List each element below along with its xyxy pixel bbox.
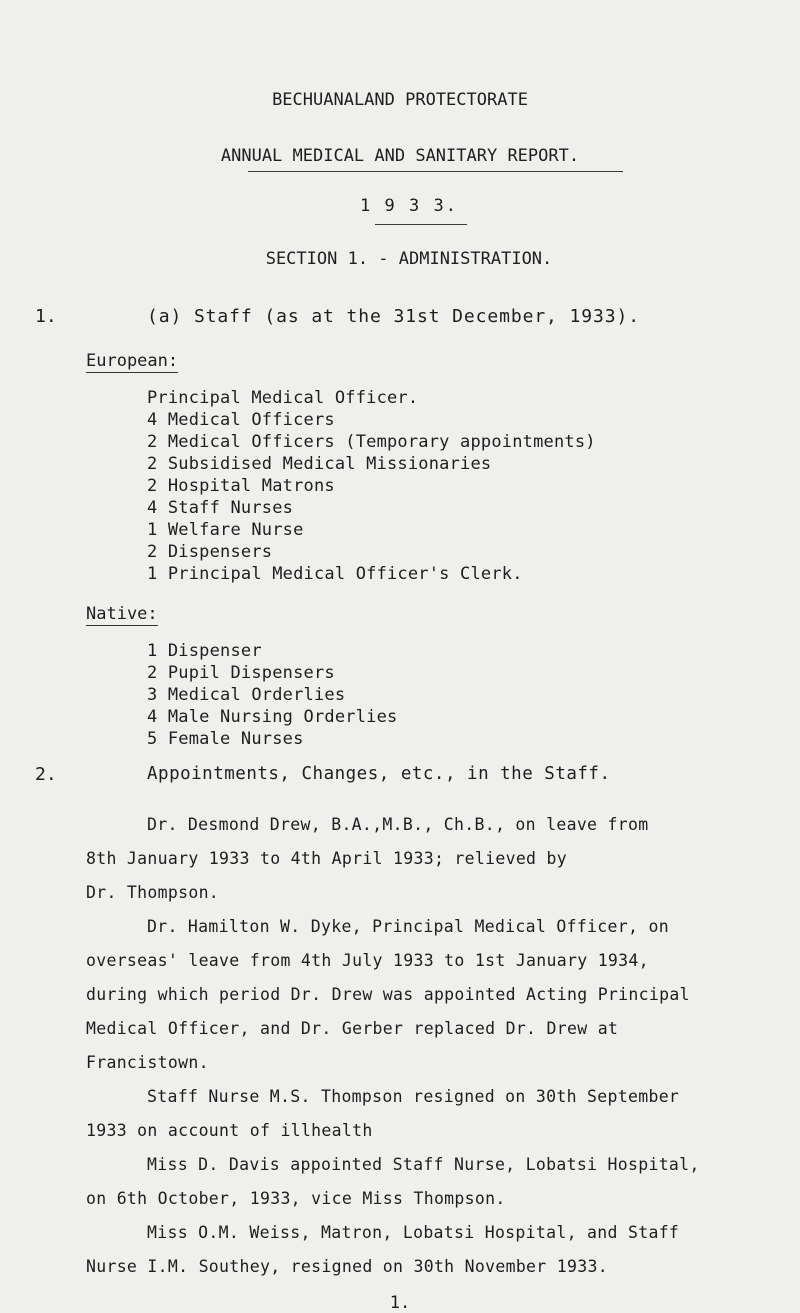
paragraph-line: on 6th October, 1933, vice Miss Thompson.: [86, 1189, 506, 1208]
paragraph-line: Dr. Hamilton W. Dyke, Principal Medical Officer, on: [147, 917, 669, 936]
list-item: 3 Medical Orderlies: [147, 685, 346, 705]
paragraph-line: Miss D. Davis appointed Staff Nurse, Lobatsi Hospital,: [147, 1155, 700, 1174]
title-underline: [248, 171, 623, 172]
list-item: 1 Welfare Nurse: [147, 520, 304, 540]
list-item: 2 Pupil Dispensers: [147, 663, 335, 683]
list-item: 4 Male Nursing Orderlies: [147, 707, 398, 727]
list-item: 5 Female Nurses: [147, 729, 304, 749]
paragraph-line: Nurse I.M. Southey, resigned on 30th November 1933.: [86, 1257, 608, 1276]
section-title: SECTION 1. - ADMINISTRATION.: [265, 249, 553, 269]
item-number-2: 2.: [35, 764, 57, 785]
paragraph-line: Miss O.M. Weiss, Matron, Lobatsi Hospital, and Staff: [147, 1223, 680, 1242]
list-item: 2 Subsidised Medical Missionaries: [147, 454, 492, 474]
paragraph-line: 1933 on account of illhealth: [86, 1121, 373, 1140]
territory-heading: BECHUANALAND PROTECTORATE: [272, 90, 528, 110]
list-item: 1 Dispenser: [147, 641, 262, 661]
item-number-1: 1.: [35, 306, 57, 327]
paragraph-line: Dr. Thompson.: [86, 883, 220, 902]
list-item: 4 Medical Officers: [147, 410, 335, 430]
native-label: Native:: [86, 604, 158, 624]
list-item: 2 Medical Officers (Temporary appointments): [147, 432, 596, 452]
paragraph-line: Francistown.: [86, 1053, 209, 1072]
list-item: 2 Dispensers: [147, 542, 273, 562]
list-item: 2 Hospital Matrons: [147, 476, 335, 496]
year-underline: [375, 224, 467, 225]
paragraph-line: overseas' leave from 4th July 1933 to 1st January 1934,: [86, 951, 649, 970]
list-item: 4 Staff Nurses: [147, 498, 294, 518]
paragraph-line: 8th January 1933 to 4th April 1933; relieved by: [86, 849, 567, 868]
paragraph-line: Medical Officer, and Dr. Gerber replaced Dr. Drew at: [86, 1019, 619, 1038]
paragraph-line: Dr. Desmond Drew, B.A.,M.B., Ch.B., on leave from: [147, 815, 649, 834]
page-number: 1.: [389, 1293, 411, 1313]
report-year: 1 9 3 3.: [360, 196, 458, 216]
report-title: ANNUAL MEDICAL AND SANITARY REPORT.: [220, 146, 580, 166]
european-label: European:: [86, 351, 179, 371]
list-item: 1 Principal Medical Officer's Clerk.: [147, 564, 523, 584]
paragraph-line: during which period Dr. Drew was appointed Acting Principal: [86, 985, 690, 1004]
appointments-heading: Appointments, Changes, etc., in the Staff.: [147, 764, 611, 784]
staff-heading: (a) Staff (as at the 31st December, 1933).: [147, 306, 640, 327]
paragraph-line: Staff Nurse M.S. Thompson resigned on 30th September: [147, 1087, 680, 1106]
list-item: Principal Medical Officer.: [147, 388, 419, 408]
